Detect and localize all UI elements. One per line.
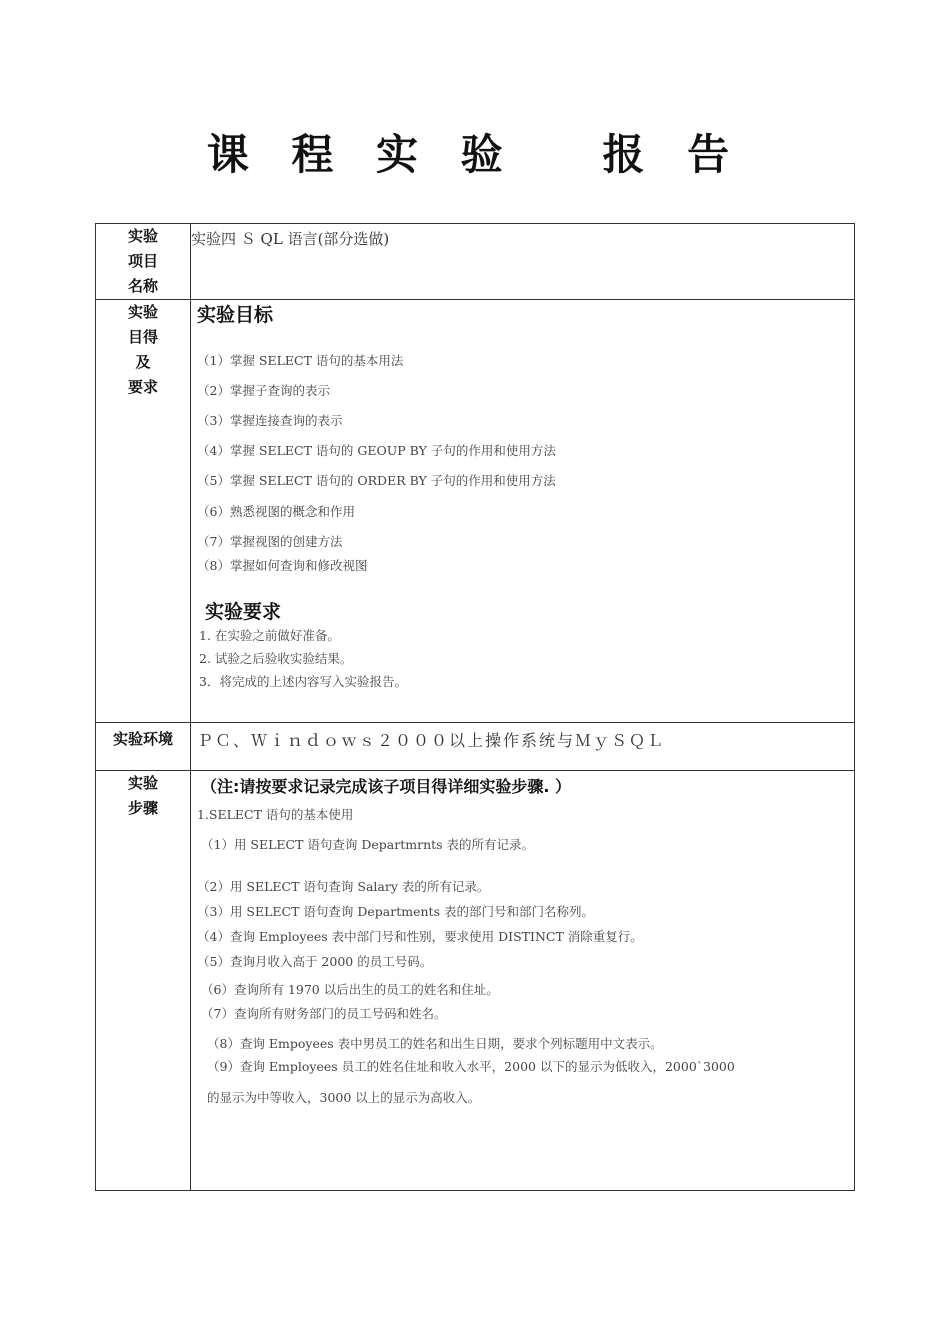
- project-name-cell: [191, 224, 855, 300]
- objective-item: （7）掌握视图的创建方法: [197, 534, 343, 549]
- label-line: 步骤: [127, 799, 158, 817]
- step-item: （6）查询所有 1970 以后出生的员工的姓名和住址。: [201, 982, 499, 997]
- step-item: （9）查询 Employees 员工的姓名住址和收入水平，2000 以下的显示为低收入，2000`3000: [207, 1059, 735, 1074]
- row-steps: [96, 771, 855, 1191]
- project-name-value: 实验四 Ｓ QL 语言(部分选做): [191, 230, 390, 248]
- row-environment: [96, 723, 855, 771]
- step-item: （7）查询所有财务部门的员工号码和姓名。: [201, 1006, 447, 1021]
- label-line: 项目: [127, 252, 158, 270]
- step-item: （5）查询月收入高于 2000 的员工号码。: [197, 954, 433, 969]
- requirements-heading: 实验要求: [205, 601, 282, 623]
- purpose-label: [96, 300, 191, 723]
- environment-value: ＰＣ、Ｗｉｎｄｏｗｓ２０００以上操作系统与ＭｙＳＱＬ: [197, 731, 666, 750]
- label-line: 目得: [127, 328, 158, 346]
- label-line: 实验: [127, 227, 158, 245]
- project-name-label: [96, 224, 191, 300]
- step-item: （4）查询 Employees 表中部门号和性别，要求使用 DISTINCT 消除重复行。: [197, 929, 643, 944]
- requirement-item: 3．将完成的上述内容写入实验报告。: [199, 674, 407, 689]
- label-line: 要求: [127, 378, 158, 396]
- objective-item: （2）掌握子查询的表示: [197, 383, 330, 398]
- step-item: （2）用 SELECT 语句查询 Salary 表的所有记录。: [197, 879, 490, 894]
- requirement-item: 1. 在实验之前做好准备。: [199, 628, 340, 643]
- step-item: （8）查询 Empoyees 表中男员工的姓名和出生日期，要求个列标题用中文表示。: [207, 1036, 663, 1051]
- objective-item: （1）掌握 SELECT 语句的基本用法: [197, 353, 404, 368]
- objective-item: （5）掌握 SELECT 语句的 ORDER BY 子句的作用和使用方法: [197, 473, 556, 488]
- steps-note: （注:请按要求记录完成该子项目得详细实验步骤. ）: [201, 777, 572, 796]
- label-line: 实验: [127, 774, 158, 792]
- requirement-item: 2. 试验之后验收实验结果。: [199, 651, 353, 666]
- step-item: （1）用 SELECT 语句查询 Departmrnts 表的所有记录。: [201, 837, 535, 852]
- steps-section-title: 1.SELECT 语句的基本使用: [197, 807, 354, 822]
- row-purpose: [96, 300, 855, 723]
- row-project-name: [96, 224, 855, 300]
- environment-cell: [191, 723, 855, 771]
- label-line: 及: [135, 353, 151, 371]
- report-table: [95, 223, 855, 1191]
- objective-item: （4）掌握 SELECT 语句的 GEOUP BY 子句的作用和使用方法: [197, 443, 556, 458]
- steps-cell: [191, 771, 855, 1191]
- steps-label: [96, 771, 191, 1191]
- objective-item: （3）掌握连接查询的表示: [197, 413, 343, 428]
- objectives-heading: 实验目标: [197, 304, 274, 326]
- label-line: 名称: [127, 277, 158, 295]
- objective-item: （6）熟悉视图的概念和作用: [197, 504, 355, 519]
- step-item: （3）用 SELECT 语句查询 Departments 表的部门号和部门名称列。: [197, 904, 594, 919]
- label-line: 实验: [127, 303, 158, 321]
- objective-item: （8）掌握如何查询和修改视图: [197, 558, 368, 573]
- environment-label: 实验环境: [96, 723, 191, 771]
- report-title: 课 程 实 验 报 告: [206, 130, 744, 179]
- step-item: 的显示为中等收入，3000 以上的显示为高收入。: [207, 1090, 481, 1105]
- purpose-cell: [191, 300, 855, 723]
